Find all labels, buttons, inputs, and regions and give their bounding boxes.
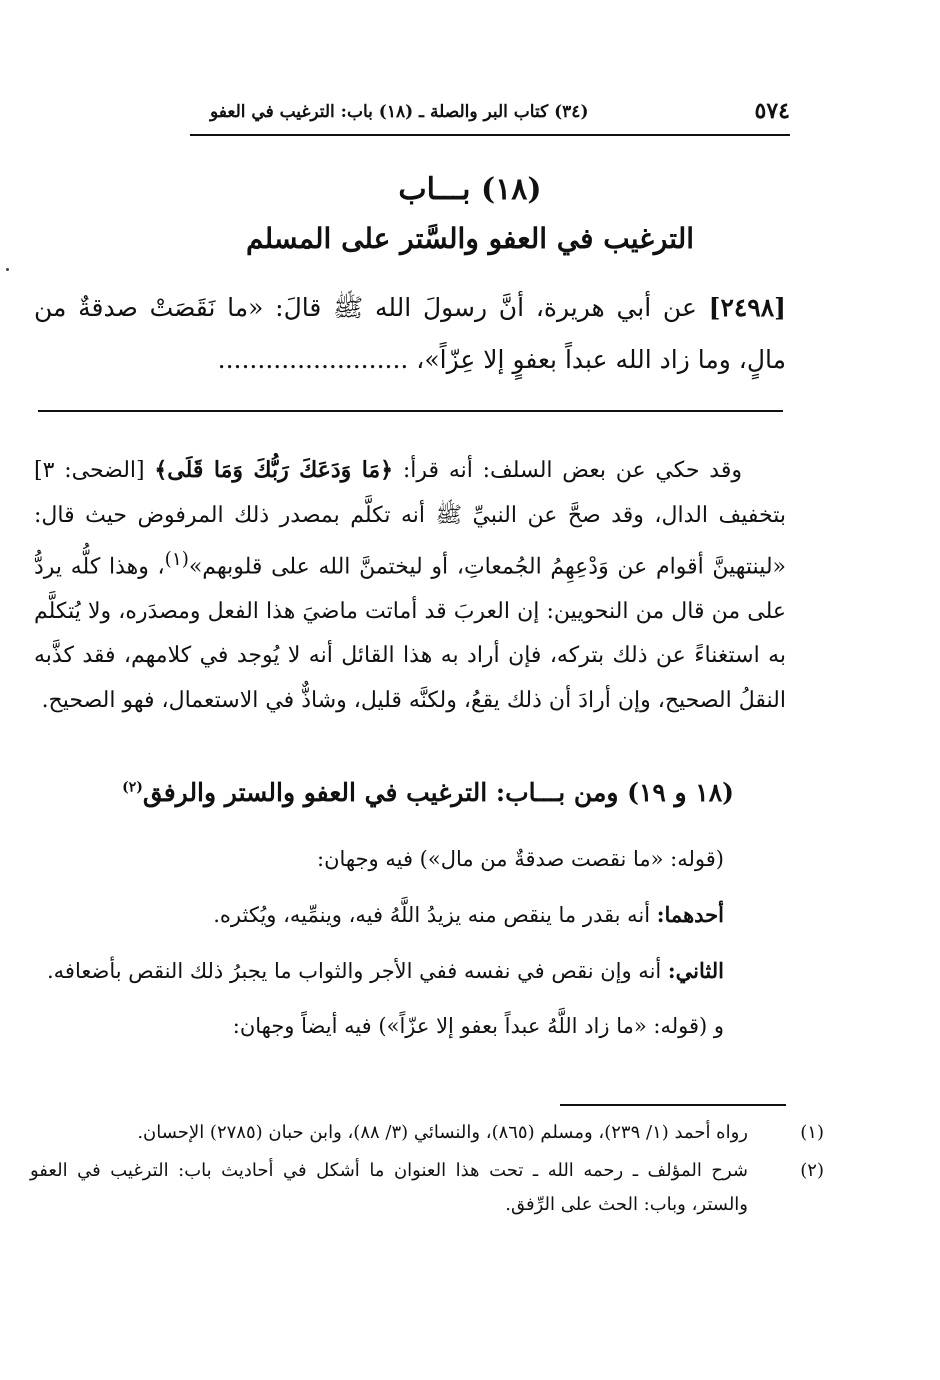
subsection-heading bbox=[34, 778, 734, 807]
running-head: (٣٤) كتاب البر والصلة ـ (١٨) باب: الترغيب في العفو bbox=[210, 102, 589, 122]
footnote-2 bbox=[30, 1154, 824, 1222]
hadith-text-block bbox=[34, 282, 786, 386]
hadith-number: [٢٤٩٨] bbox=[708, 293, 786, 322]
page-header bbox=[190, 98, 790, 136]
explanation-second-aspect bbox=[34, 949, 786, 993]
footnote-1-marker: (١) bbox=[800, 1122, 824, 1143]
footnote-ref-1[interactable]: (١) bbox=[164, 549, 189, 570]
hadith-ellipsis: ، ........................ bbox=[217, 345, 425, 374]
hadith-text: عن أبي هريرة، أنَّ رسولَ الله ﷺ قالَ: «ما نَقَصَتْ صدقةٌ من مالٍ، وما زاد الله عبداً بعفوٍ إلا عِزّاً» bbox=[34, 293, 786, 374]
footnote-1-text: رواه أحمد (١/ ٢٣٩)، ومسلم (٨٦٥)، والنسائي (٣/ ٨٨)، وابن حبان (٢٧٨٥) الإحسان. bbox=[137, 1122, 748, 1143]
page-number: ٥٧٤ bbox=[754, 98, 790, 124]
chapter-title: الترغيب في العفو والسَّتر على المسلم bbox=[245, 222, 695, 255]
second-aspect-text: أنه وإن نقص في نفسه ففي الأجر والثواب ما يجبرُ ذلك النقص بأضعافه. bbox=[46, 959, 668, 983]
footnote-ref-2[interactable]: (٢) bbox=[122, 779, 143, 796]
first-aspect-text: أنه بقدر ما ينقص منه يزيدُ اللَّهُ فيه، وينمِّيه، ويُكثره. bbox=[213, 903, 657, 927]
quran-verse: ﴿مَا وَدَعَكَ رَبُّكَ وَمَا قَلَى﴾ bbox=[154, 457, 394, 483]
explanation-intro: (قوله: «ما نقصت صدقةٌ من مال») فيه وجهان: bbox=[317, 847, 724, 871]
scan-speck bbox=[6, 268, 9, 271]
footnote-divider bbox=[560, 1104, 786, 1106]
commentary-text-3: ، وهذا كلُّه يردُّ على من قال من النحويين: إن العربَ قد أماتت ماضيَ هذا الفعل ومصدَره، ولا يُتكلَّم به استغناءً عن ذلك بتركه، فإن أراد به هذا القائل أنه لا يُوجد في كلامهم، فقد كذَّبه النقلُ الصحيح، وإن أرادَ أن ذلك يقعُ، ولكنَّه قليل، وشاذٌّ في الاستعمال، فهو الصحيح. bbox=[34, 554, 786, 713]
footnote-2-text: شرح المؤلف ـ رحمه الله ـ تحت هذا العنوان ما أشكل في أحاديث باب: الترغيب في العفو والستر، وباب: الحث على الرِّفق. bbox=[30, 1160, 748, 1215]
commentary-block bbox=[34, 448, 786, 723]
commentary-paragraph bbox=[34, 448, 786, 723]
explanation-closing: و (قوله: «ما زاد اللَّهُ عبداً بعفو إلا عزّاً») فيه أيضاً وجهان: bbox=[232, 1014, 724, 1038]
second-aspect-label: الثاني: bbox=[667, 958, 724, 983]
commentary-text-2: [الضحى: ٣] بتخفيف الدال، وقد صحَّ عن النبيِّ ﷺ أنه تكلَّم بمصدر ذلك المرفوض حيث قال: «لينتهينَّ أقوام عن وَدْعِهِمُ الجُمعاتِ، أو ليختمنَّ الله على قلوبهم» bbox=[34, 458, 786, 580]
footnotes-block bbox=[30, 1116, 824, 1226]
footnote-2-marker: (٢) bbox=[800, 1160, 824, 1181]
section-divider bbox=[38, 410, 783, 412]
commentary-text-1: وقد حكي عن بعض السلف: أنه قرأ: bbox=[393, 458, 742, 483]
first-aspect-label: أحدهما: bbox=[656, 902, 724, 927]
footnote-1 bbox=[30, 1116, 824, 1150]
chapter-number: (١٨) بـــاب bbox=[398, 172, 542, 207]
subsection-title: (١٨ و ١٩) ومن بـــاب: الترغيب في العفو والستر والرفق bbox=[142, 778, 734, 807]
explanation-first-aspect bbox=[34, 893, 786, 937]
explanation-block bbox=[34, 838, 786, 1060]
